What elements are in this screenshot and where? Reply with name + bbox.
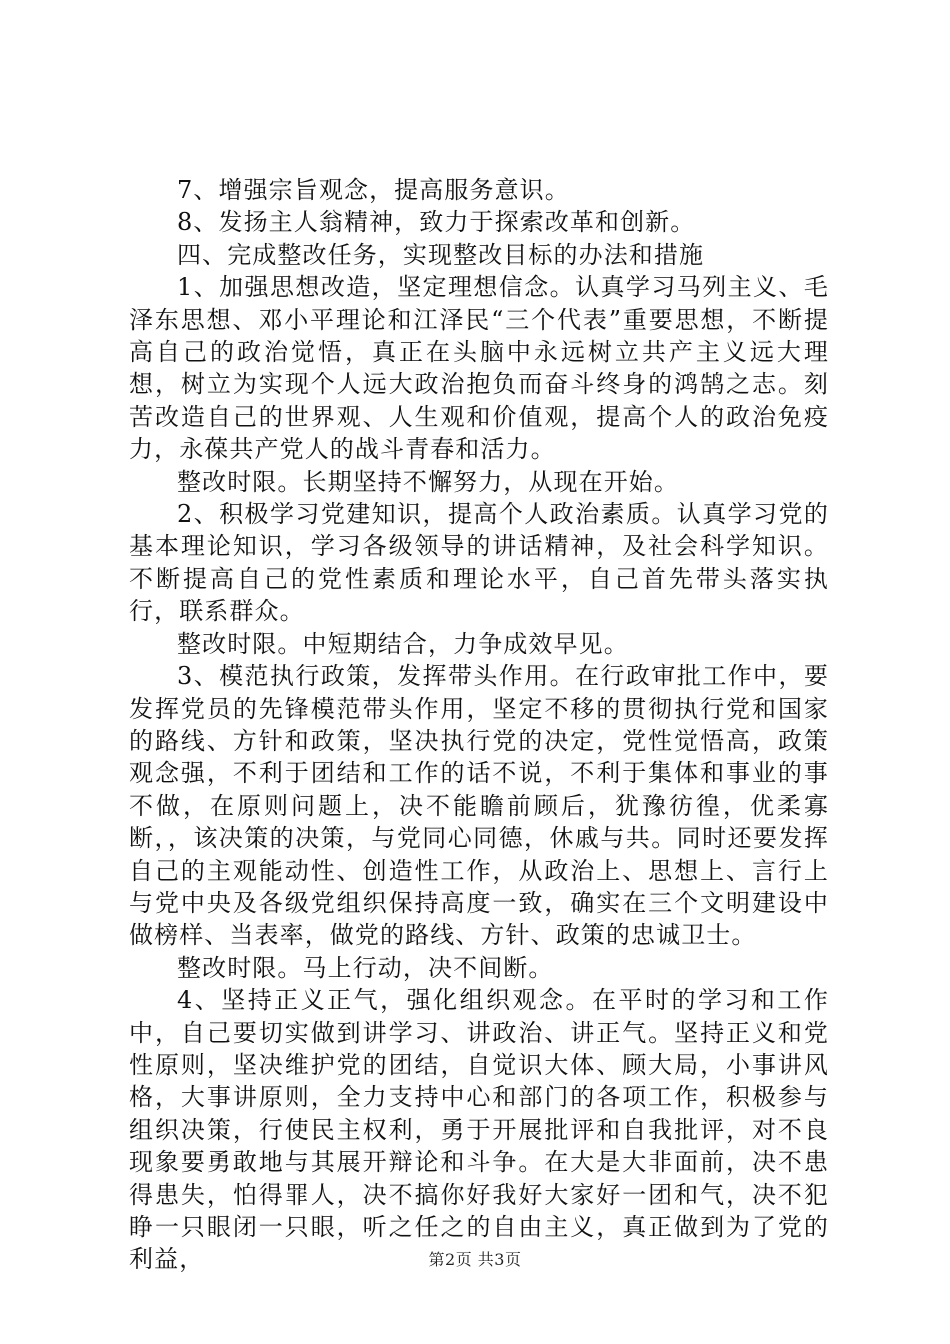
paragraph: 2、积极学习党建知识，提高个人政治素质。认真学习党的基本理论知识，学习各级领导的讲话精神，及社会科学知识。不断提高自己的党性素质和理论水平，自己首先带头落实执行，联系群众。 bbox=[129, 500, 829, 626]
deadline-note: 整改时限。长期坚持不懈努力，从现在开始。 bbox=[177, 467, 679, 496]
document-body bbox=[129, 174, 829, 1276]
section-heading: 四、完成整改任务，实现整改目标的办法和措施 bbox=[177, 240, 705, 269]
paragraph: 3、模范执行政策，发挥带头作用。在行政审批工作中，要发挥党员的先锋模范带头作用，坚定不移的贯彻执行党和国家的路线、方针和政策，坚决执行党的决定，党性觉悟高，政策观念强，不利于团结和工作的话不说，不利于集体和事业的事不做，在原则问题上，决不能瞻前顾后，犹豫彷徨，优柔寡断，，该决策的决策，与党同心同德，休戚与共。同时还要发挥自己的主观能动性、创造性工作，从政治上、思想上、言行上与党中央及各级党组织保持高度一致，确实在三个文明建设中做榜样、当表率，做党的路线、方针、政策的忠诚卫士。 bbox=[129, 662, 829, 950]
deadline-note: 整改时限。中短期结合，力争成效早见。 bbox=[177, 629, 629, 658]
deadline-note: 整改时限。马上行动，决不间断。 bbox=[177, 953, 554, 982]
page-number-footer: 第2页 共3页 bbox=[428, 1250, 522, 1269]
paragraph: 4、坚持正义正气，强化组织观念。在平时的学习和工作中，自己要切实做到讲学习、讲政治、讲正气。坚持正义和党性原则，坚决维护党的团结，自觉识大体、顾大局，小事讲风格，大事讲原则，全力支持中心和部门的各项工作，积极参与组织决策，行使民主权利，勇于开展批评和自我批评，对不良现象要勇敢地与其展开辩论和斗争。在大是大非面前，决不患得患失，怕得罪人，决不搞你好我好大家好一团和气，决不犯睁一只眼闭一只眼，听之任之的自由主义，真正做到为了党的利益， bbox=[129, 986, 829, 1274]
paragraph: 7、增强宗旨观念，提高服务意识。 bbox=[177, 176, 570, 204]
paragraph: 1、加强思想改造，坚定理想信念。认真学习马列主义、毛泽东思想、邓小平理论和江泽民“三个代表”重要思想，不断提高自己的政治觉悟，真正在头脑中永远树立共产主义远大理想，树立为实现个人远大政治抱负而奋斗终身的鸿鹄之志。刻苦改造自己的世界观、人生观和价值观，提高个人的政治免疫力，永葆共产党人的战斗青春和活力。 bbox=[129, 273, 829, 464]
paragraph: 8、发扬主人翁精神，致力于探索改革和创新。 bbox=[177, 208, 696, 237]
